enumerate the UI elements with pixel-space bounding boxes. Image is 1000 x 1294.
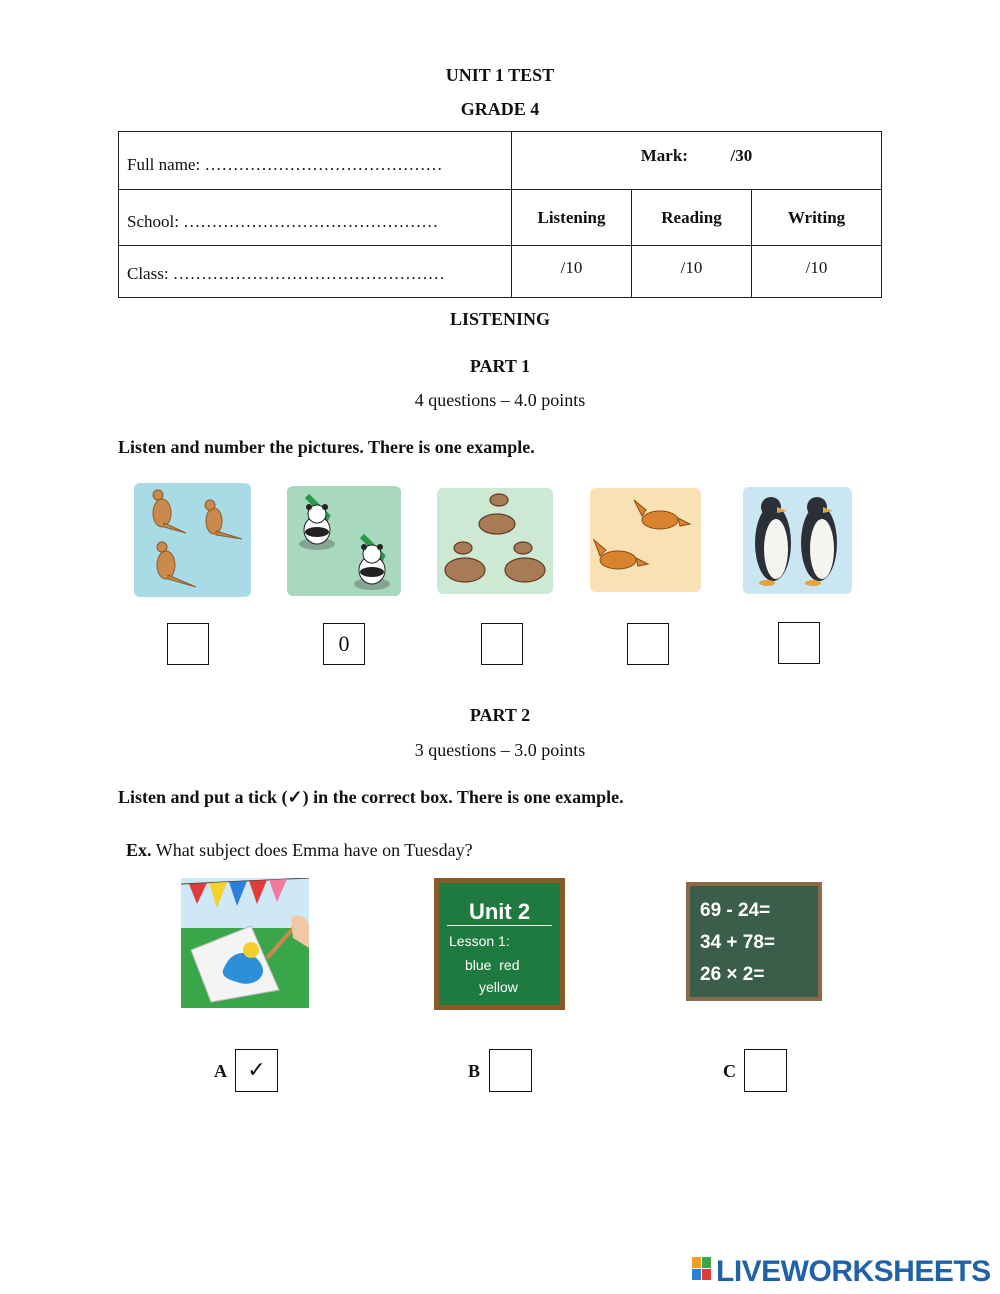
panda-picture xyxy=(287,486,401,596)
option-c-box[interactable] xyxy=(744,1049,787,1092)
class-field[interactable]: Class: ………………………………………… xyxy=(127,263,445,283)
part1-title: PART 1 xyxy=(469,356,531,376)
board-b-line1: Lesson 1: xyxy=(449,933,510,949)
board-b-title: Unit 2 xyxy=(468,899,531,924)
liveworksheets-logo xyxy=(692,1254,991,1289)
penguin-picture xyxy=(743,487,852,594)
board-c-line2: 34 + 78= xyxy=(700,932,776,953)
option-b-box[interactable] xyxy=(489,1049,532,1092)
logo-text: LIVEWORKSHEETS xyxy=(716,1255,991,1289)
snake-picture xyxy=(437,488,553,594)
info-table xyxy=(118,131,882,298)
board-b-line2: blue red xyxy=(465,957,520,973)
full-name-field[interactable]: Full name: …………………………………… xyxy=(127,154,443,174)
part1-points: 4 questions – 4.0 points xyxy=(414,390,586,410)
horse-picture xyxy=(590,488,701,592)
col-reading: Reading xyxy=(632,190,752,246)
answer-box-1[interactable] xyxy=(167,623,209,665)
answer-box-3[interactable] xyxy=(481,623,523,665)
mark-label: Mark: xyxy=(640,145,688,165)
maths-picture xyxy=(686,882,822,1001)
option-c-label: C xyxy=(723,1061,736,1081)
logo-icon xyxy=(692,1255,712,1289)
example-question-line xyxy=(126,840,473,861)
part1-instruction: Listen and number the pictures. There is one example. xyxy=(118,437,535,457)
grade-title: GRADE 4 xyxy=(460,99,540,119)
option-b-label: B xyxy=(468,1061,481,1081)
example-label: Ex. xyxy=(126,840,152,860)
option-a-label: A xyxy=(214,1061,227,1081)
english-picture xyxy=(434,878,565,1010)
art-picture xyxy=(181,878,309,1008)
score-reading: /10 xyxy=(632,246,752,298)
board-c-line1: 69 - 24= xyxy=(700,900,771,921)
part2-title: PART 2 xyxy=(469,705,531,725)
part2-instruction: Listen and put a tick (✓) in the correct box. There is one example. xyxy=(118,787,624,807)
section-title: LISTENING xyxy=(449,309,551,329)
col-writing: Writing xyxy=(752,190,882,246)
kangaroo-picture xyxy=(134,483,251,597)
score-listening: /10 xyxy=(512,246,632,298)
board-c-line3: 26 × 2= xyxy=(700,964,765,985)
answer-box-2[interactable]: 0 xyxy=(323,623,365,665)
mark-total: /30 xyxy=(730,145,753,165)
option-a-box[interactable]: ✓ xyxy=(235,1049,278,1092)
answer-box-4[interactable] xyxy=(627,623,669,665)
answer-box-5[interactable] xyxy=(778,622,820,664)
board-b-line3: yellow xyxy=(479,979,518,995)
part2-points: 3 questions – 3.0 points xyxy=(414,740,586,760)
example-question: What subject does Emma have on Tuesday? xyxy=(155,840,473,860)
col-listening: Listening xyxy=(512,190,632,246)
score-writing: /10 xyxy=(752,246,882,298)
school-field[interactable]: School: ……………………………………… xyxy=(127,211,439,231)
test-title: UNIT 1 TEST xyxy=(445,65,555,85)
